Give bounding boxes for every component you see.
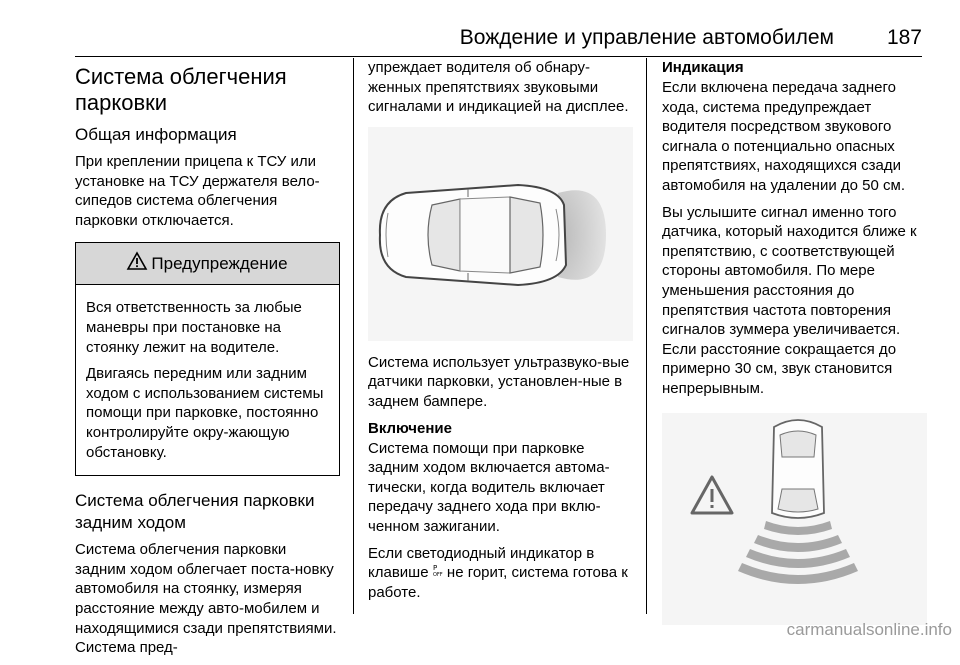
indication-text: Если включена передача заднего хода, система предупреждает водителя посредством звукового сигнала о потенциально опасных препятствиях, находящихся сзади автомобиля на удалении до 50 см. [662, 79, 905, 194]
activation-heading: Включение [368, 419, 452, 437]
warning-triangle-icon [127, 252, 147, 275]
warning-text: Двигаясь передним или задним ходом с использованием системы помощи при парковке, постоянно контролируйте окру-жающую обстановку. [86, 365, 324, 461]
column-middle [368, 58, 633, 609]
header-title: Вождение и управление автомобилем [459, 26, 834, 49]
rear-parking-heading: Система облегчения парковки задним ходом [75, 491, 315, 533]
parking-sensor-off-icon [433, 564, 443, 581]
column-left [75, 58, 340, 665]
warning-body [76, 285, 339, 475]
car-rear-sensors-image [662, 413, 927, 625]
activation-text: Система помощи при парковке задним ходом включается автома-тически, когда водитель включает передачу заднего хода при вклю-ченном зажигании. [368, 439, 610, 535]
rear-parking-text: Система облегчения парковки задним ходом облегчает поста-новку автомобиля на стоянку, измеряя расстояние между авто-мобилем и находящимися сзади препятствиями. Система пред- [75, 541, 337, 657]
parking-warning-illustration [662, 413, 927, 625]
figure-caption: Система использует ультразвуко-вые датчики парковки, установлен-ные в заднем бампере. [368, 353, 630, 410]
intro-text: упреждает водителя об обнару-женных препятствиях звуковыми сигналами и индикацией на дисплее. [368, 59, 629, 116]
column-divider [353, 58, 354, 614]
warning-title: Предупреждение [151, 253, 288, 273]
car-top-view-image [368, 127, 633, 341]
car-sensor-illustration [368, 127, 633, 341]
page-number: 187 [886, 26, 922, 49]
header-rule [75, 56, 922, 57]
general-info-heading: Общая информация [75, 125, 237, 144]
indication-detail-text: Вы услышите сигнал именно того датчика, который находится ближе к препятствию, с соответствующей стороны автомобиля. По мере уменьшения расстояния до препятствия частота повторения сигналов зуммера увеличивается. Если расстояние сокращается до примерно 30 см, звук становится непрерывным. [662, 203, 917, 397]
indication-heading: Индикация [662, 59, 744, 76]
svg-text:P: P [432, 564, 437, 573]
warning-header [76, 243, 339, 285]
section-title: Система облегчения парковки [75, 64, 287, 115]
column-right [662, 58, 927, 637]
warning-text: Вся ответственность за любые маневры при постановке на стоянку лежит на водителе. [86, 299, 302, 356]
footer-watermark: carmanualsonline.info [786, 620, 952, 639]
general-info-text: При креплении прицепа к ТСУ или установке на ТСУ держателя вело-сипедов система облегчения парковки отключается. [75, 153, 320, 229]
led-status-text: Если светодиодный индикатор в клавише P OFF не горит, система готова к работе. [368, 544, 628, 601]
page-header [75, 22, 922, 52]
svg-text:OFF: OFF [432, 572, 443, 579]
column-divider [646, 58, 647, 614]
warning-box [75, 242, 340, 476]
